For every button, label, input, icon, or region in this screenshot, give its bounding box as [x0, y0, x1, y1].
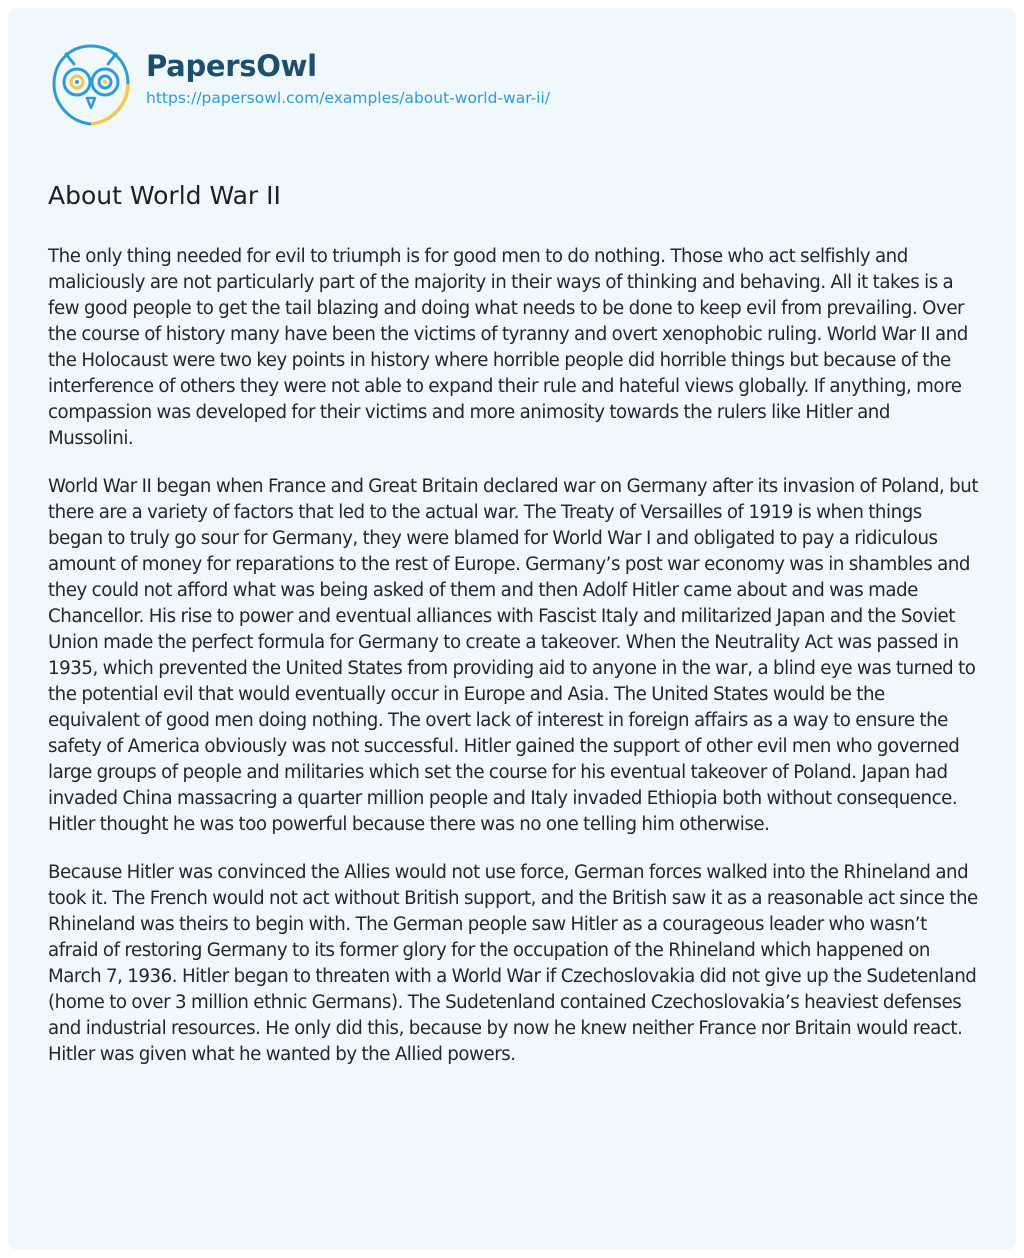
owl-logo-icon [48, 38, 134, 128]
paragraph-2: World War II began when France and Great Britain declared war on Germany after its invasion of Poland, but there are a variety of factors that led to the actual war. The Treaty of Versailles of 1919 is when things began to truly go sour for Germany, they were blamed for World War I and obligated to pay a ridiculous amount of money for reparations to the rest of Europe. Germany’s post war economy was in shambles and they could not afford what was being asked of them and then Adolf Hitler came about and was made Chancellor. His rise to power and eventual alliances with Fascist Italy and militarized Japan and the Soviet Union made the perfect formula for Germany to create a takeover. When the Neutrality Act was passed in 1935, which prevented the United States from providing aid to anyone in the war, a blind eye was turned to the potential evil that would eventually occur in Europe and Asia. The United States would be the equivalent of good men doing nothing. The overt lack of interest in foreign affairs as a way to ensure the safety of America obviously was not successful. Hitler gained the support of other evil men who governed large groups of people and militaries which set the course for his eventual takeover of Poland. Japan had invaded China massacring a quarter million people and Italy invaded Ethiopia both without consequence. Hitler thought he was too powerful because there was no one telling him otherwise. [48, 476, 978, 835]
brand-text [146, 48, 550, 108]
essay-body [48, 244, 978, 1090]
page-title: About World War II [48, 181, 281, 210]
brand-name: PapersOwl [146, 49, 317, 83]
document-page [8, 8, 1016, 1250]
paragraph-1: The only thing needed for evil to triumph is for good men to do nothing. Those who act selfishly and maliciously are not particularly part of the majority in their ways of thinking and behaving. All it takes is a few good people to get the tail blazing and doing what needs to be done to keep evil from prevailing. Over the course of history many have been the victims of tyranny and overt xenophobic ruling. World War II and the Holocaust were two key points in history where horrible people did horrible things but because of the interference of others they were not able to expand their rule and hateful views globally. If anything, more compassion was developed for their victims and more animosity towards the rulers like Hitler and Mussolini. [48, 246, 968, 449]
brand-header [48, 38, 550, 128]
source-url-link[interactable]: https://papersowl.com/examples/about-world-war-ii/ [146, 89, 551, 107]
paragraph-3: Because Hitler was convinced the Allies would not use force, German forces walked into the Rhineland and took it. The French would not act without British support, and the British saw it as a reasonable act since the Rhineland was theirs to begin with. The German people saw Hitler as a courageous leader who wasn’t afraid of restoring Germany to its former glory for the occupation of the Rhineland which happened on March 7, 1936. Hitler began to threaten with a World War if Czechoslovakia did not give up the Sudetenland (home to over 3 million ethnic Germans). The Sudetenland contained Czechoslovakia’s heaviest defenses and industrial resources. He only did this, because by now he knew neither France nor Britain would react. Hitler was given what he wanted by the Allied powers. [48, 862, 978, 1065]
